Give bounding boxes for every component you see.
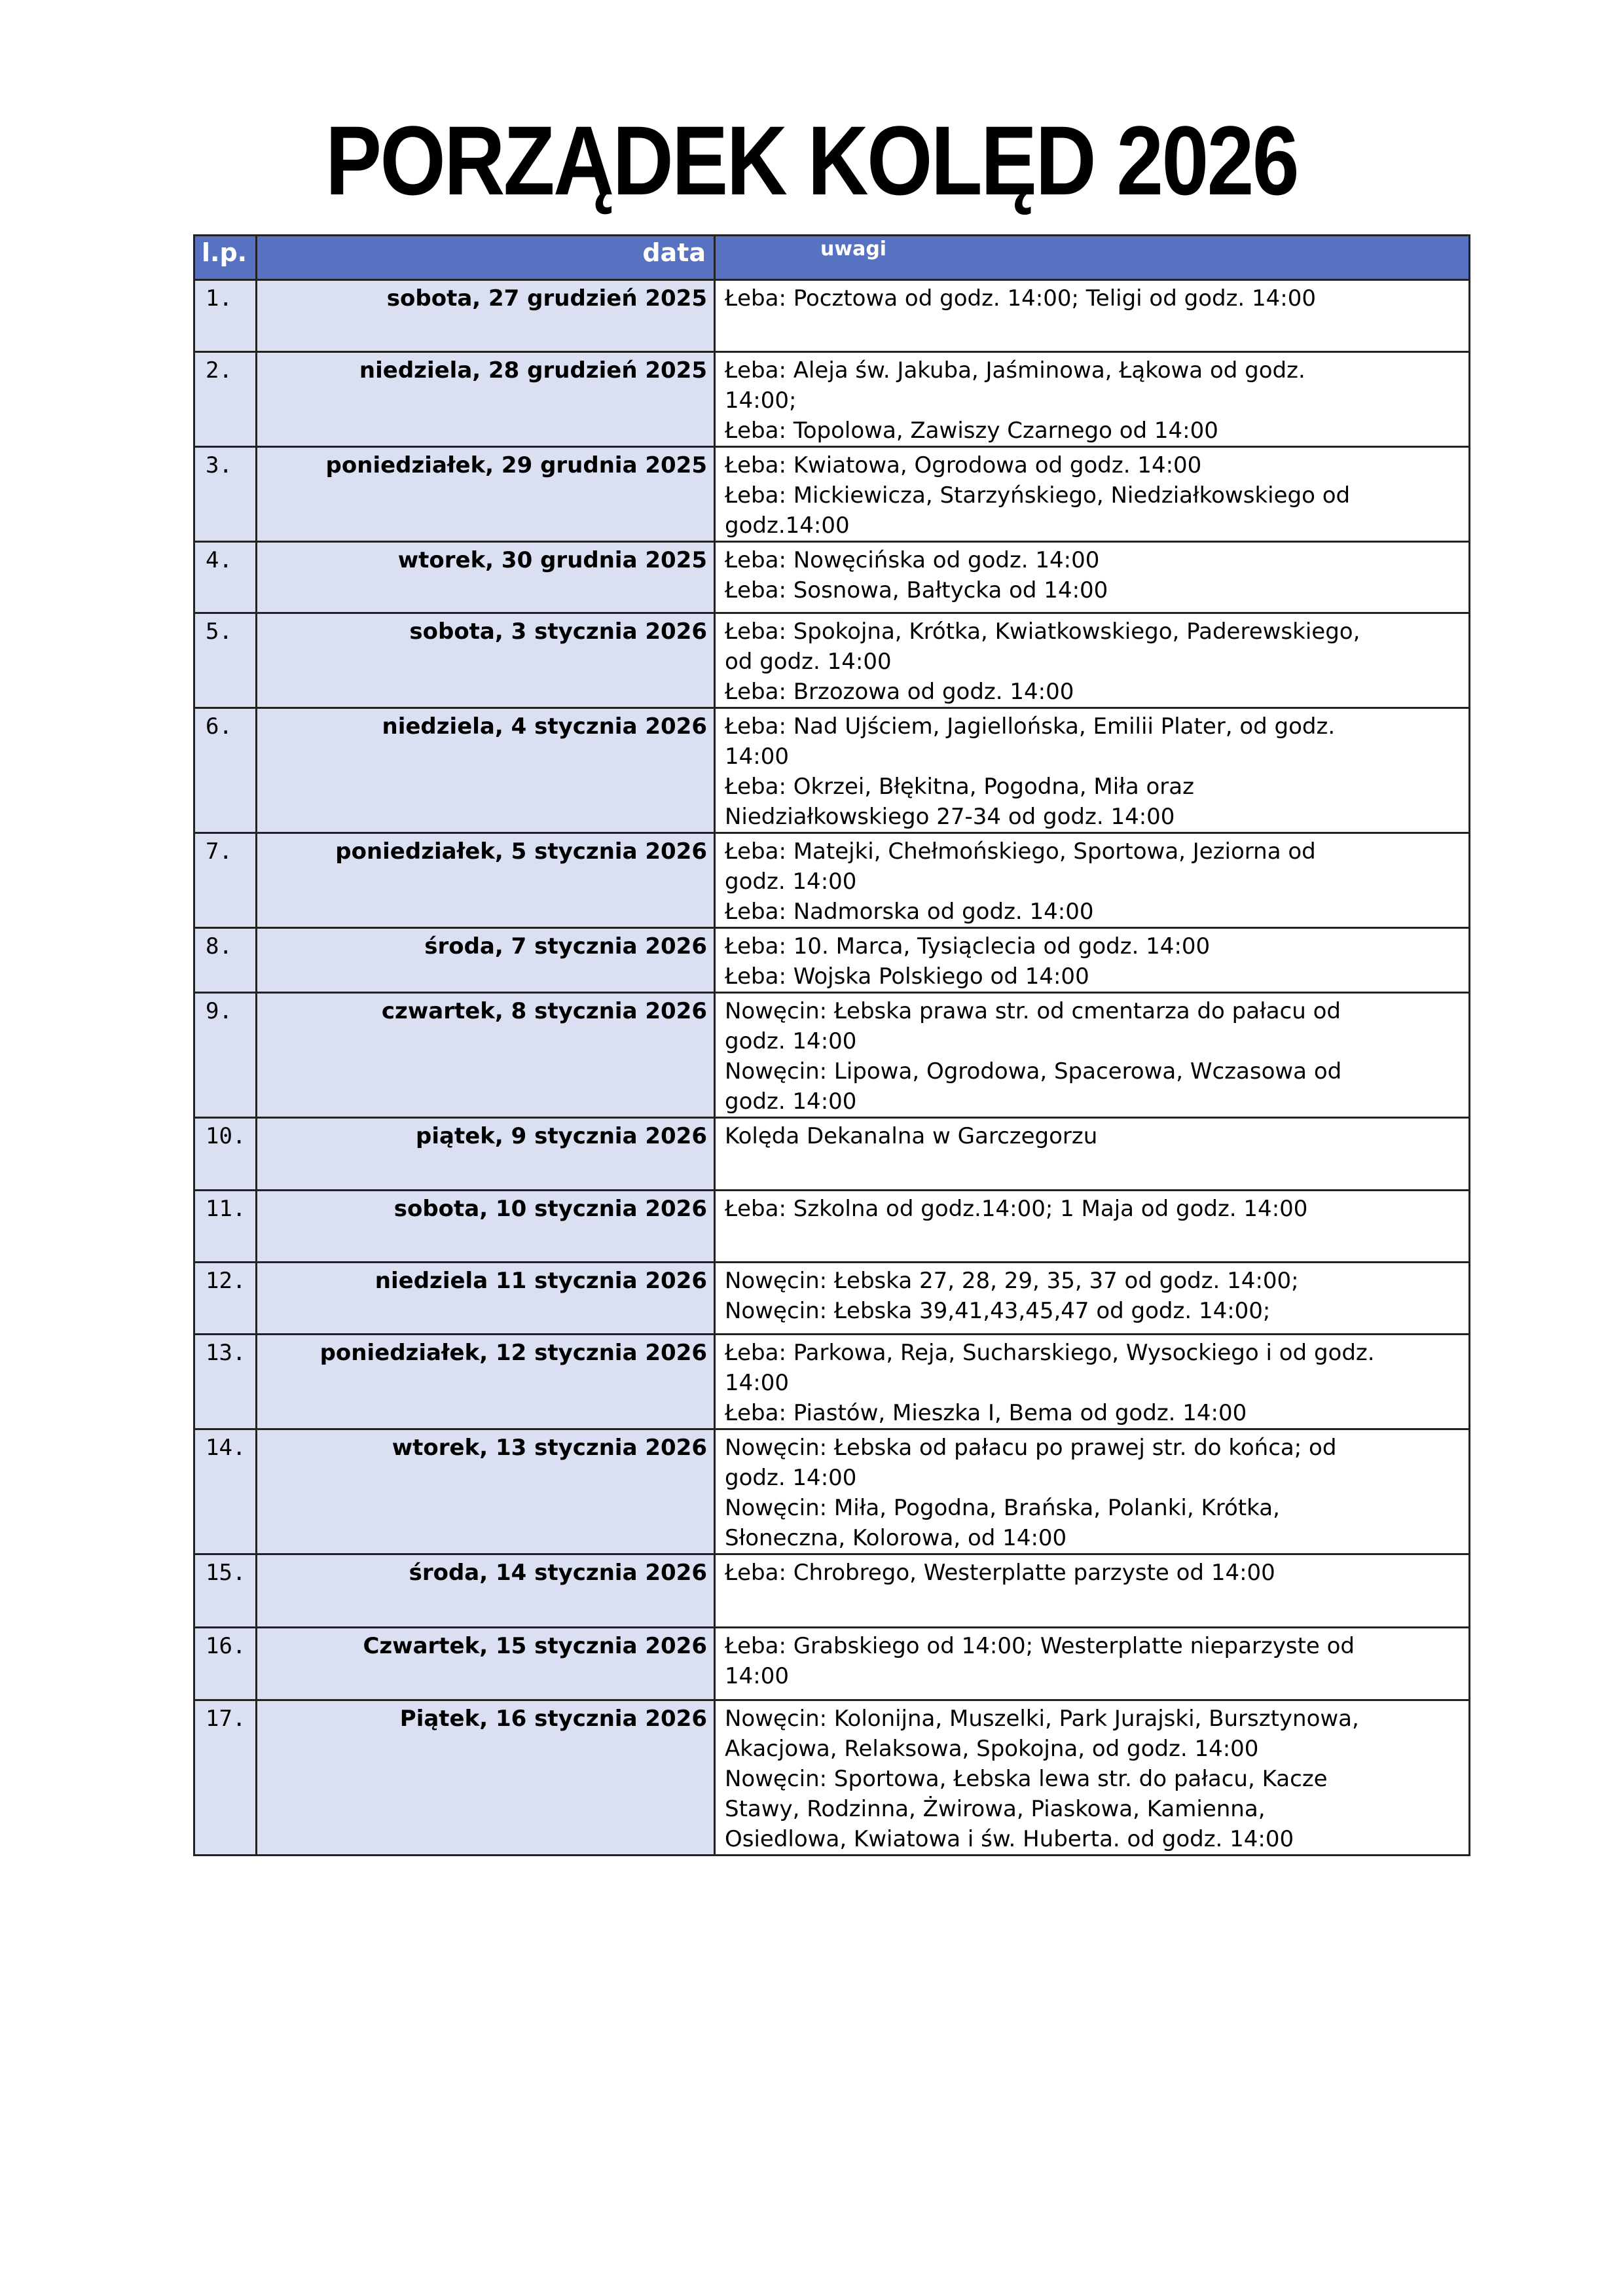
notes-line: Słoneczna, Kolorowa, od 14:00 [725, 1525, 1067, 1551]
row-notes [715, 280, 1470, 352]
row-number: 13. [194, 1335, 257, 1429]
table-row [194, 1118, 1470, 1191]
table-row [194, 352, 1470, 447]
row-notes [715, 1429, 1470, 1554]
notes-line: Łeba: Kwiatowa, Ogrodowa od godz. 14:00 [725, 452, 1202, 478]
schedule-table [193, 234, 1470, 1856]
notes-line: 14:00; [725, 387, 797, 414]
row-date: niedziela, 4 stycznia 2026 [257, 708, 715, 833]
notes-line: Nowęcin: Łebska prawa str. od cmentarza do pałacu od [725, 998, 1341, 1024]
row-number: 10. [194, 1118, 257, 1191]
row-number: 12. [194, 1263, 257, 1335]
column-header-lp: l.p. [194, 236, 257, 280]
row-number: 9. [194, 993, 257, 1118]
notes-line: Łeba: Piastów, Mieszka I, Bema od godz. 14:00 [725, 1400, 1247, 1426]
notes-line: godz. 14:00 [725, 869, 857, 895]
row-date: sobota, 3 stycznia 2026 [257, 613, 715, 708]
column-header-data: data [257, 236, 715, 280]
row-date: środa, 14 stycznia 2026 [257, 1554, 715, 1628]
notes-line: Łeba: Szkolna od godz.14:00; 1 Maja od godz. 14:00 [725, 1196, 1308, 1222]
row-notes [715, 1118, 1470, 1191]
notes-line: Łeba: Nadmorska od godz. 14:00 [725, 899, 1094, 925]
row-notes [715, 613, 1470, 708]
row-date: wtorek, 13 stycznia 2026 [257, 1429, 715, 1554]
row-notes [715, 542, 1470, 613]
row-notes [715, 928, 1470, 993]
row-date: sobota, 27 grudzień 2025 [257, 280, 715, 352]
column-header-uwagi: uwagi [715, 236, 1470, 280]
table-row [194, 1335, 1470, 1429]
notes-line: Łeba: Chrobrego, Westerplatte parzyste od 14:00 [725, 1560, 1275, 1586]
notes-line: Łeba: Wojska Polskiego od 14:00 [725, 963, 1089, 990]
notes-line: Nowęcin: Miła, Pogodna, Brańska, Polanki, Krótka, [725, 1495, 1280, 1521]
table-row [194, 447, 1470, 542]
row-date: sobota, 10 stycznia 2026 [257, 1191, 715, 1263]
row-notes [715, 1263, 1470, 1335]
notes-line: Akacjowa, Relaksowa, Spokojna, od godz. 14:00 [725, 1736, 1259, 1762]
row-date: poniedziałek, 12 stycznia 2026 [257, 1335, 715, 1429]
table-header-row [194, 236, 1470, 280]
notes-line: Łeba: Parkowa, Reja, Sucharskiego, Wysockiego i od godz. [725, 1340, 1375, 1366]
table-row [194, 1191, 1470, 1263]
notes-line: godz.14:00 [725, 512, 850, 539]
row-notes [715, 1191, 1470, 1263]
row-number: 14. [194, 1429, 257, 1554]
table-row [194, 613, 1470, 708]
row-notes [715, 352, 1470, 447]
row-notes [715, 993, 1470, 1118]
table-row [194, 708, 1470, 833]
notes-line: 14:00 [725, 744, 789, 770]
notes-line: godz. 14:00 [725, 1028, 857, 1054]
notes-line: Łeba: Aleja św. Jakuba, Jaśminowa, Łąkowa od godz. [725, 357, 1305, 384]
row-number: 2. [194, 352, 257, 447]
table-row [194, 1554, 1470, 1628]
notes-line: Łeba: Topolowa, Zawiszy Czarnego od 14:00 [725, 418, 1218, 444]
notes-line: 14:00 [725, 1370, 789, 1396]
notes-line: Łeba: Spokojna, Krótka, Kwiatkowskiego, Paderewskiego, [725, 619, 1360, 645]
row-number: 3. [194, 447, 257, 542]
notes-line: Łeba: Brzozowa od godz. 14:00 [725, 679, 1074, 705]
row-date: Piątek, 16 stycznia 2026 [257, 1700, 715, 1856]
row-date: czwartek, 8 stycznia 2026 [257, 993, 715, 1118]
row-number: 17. [194, 1700, 257, 1856]
row-date: niedziela, 28 grudzień 2025 [257, 352, 715, 447]
row-notes [715, 708, 1470, 833]
row-notes [715, 833, 1470, 928]
row-number: 5. [194, 613, 257, 708]
table-row [194, 1700, 1470, 1856]
notes-line: Nowęcin: Łebska 27, 28, 29, 35, 37 od godz. 14:00; [725, 1268, 1299, 1294]
notes-line: Nowęcin: Łebska od pałacu po prawej str. do końca; od [725, 1435, 1337, 1461]
table-row [194, 280, 1470, 352]
row-date: wtorek, 30 grudnia 2025 [257, 542, 715, 613]
notes-line: Kolęda Dekanalna w Garczegorzu [725, 1123, 1098, 1149]
row-notes [715, 1335, 1470, 1429]
table-row [194, 1429, 1470, 1554]
notes-line: Łeba: Matejki, Chełmońskiego, Sportowa, Jeziorna od [725, 838, 1316, 865]
notes-line: Osiedlowa, Kwiatowa i św. Huberta. od godz. 14:00 [725, 1826, 1294, 1852]
row-notes [715, 1700, 1470, 1856]
row-number: 4. [194, 542, 257, 613]
notes-line: 14:00 [725, 1663, 789, 1689]
notes-line: godz. 14:00 [725, 1088, 857, 1115]
table-row [194, 542, 1470, 613]
row-date: piątek, 9 stycznia 2026 [257, 1118, 715, 1191]
notes-line: Łeba: Sosnowa, Bałtycka od 14:00 [725, 577, 1108, 603]
row-date: Czwartek, 15 stycznia 2026 [257, 1628, 715, 1700]
row-notes [715, 1628, 1470, 1700]
page-title: PORZĄDEK KOLĘD 2026 [325, 105, 1298, 215]
row-number: 7. [194, 833, 257, 928]
notes-line: Łeba: Mickiewicza, Starzyńskiego, Niedziałkowskiego od [725, 482, 1351, 509]
table-row [194, 928, 1470, 993]
row-number: 15. [194, 1554, 257, 1628]
notes-line: Łeba: Okrzei, Błękitna, Pogodna, Miła oraz [725, 774, 1194, 800]
row-notes [715, 1554, 1470, 1628]
row-date: środa, 7 stycznia 2026 [257, 928, 715, 993]
notes-line: Łeba: Grabskiego od 14:00; Westerplatte nieparzyste od [725, 1633, 1355, 1659]
notes-line: Łeba: Pocztowa od godz. 14:00; Teligi od godz. 14:00 [725, 285, 1317, 312]
row-date: poniedziałek, 5 stycznia 2026 [257, 833, 715, 928]
notes-line: Nowęcin: Lipowa, Ogrodowa, Spacerowa, Wczasowa od [725, 1058, 1342, 1085]
notes-line: Niedziałkowskiego 27-34 od godz. 14:00 [725, 804, 1175, 830]
notes-line: od godz. 14:00 [725, 649, 892, 675]
notes-line: Łeba: 10. Marca, Tysiąclecia od godz. 14:00 [725, 933, 1211, 960]
notes-line: Łeba: Nowęcińska od godz. 14:00 [725, 547, 1100, 573]
row-number: 8. [194, 928, 257, 993]
table-row [194, 1263, 1470, 1335]
row-number: 16. [194, 1628, 257, 1700]
row-number: 11. [194, 1191, 257, 1263]
table-row [194, 993, 1470, 1118]
row-number: 1. [194, 280, 257, 352]
notes-line: Stawy, Rodzinna, Żwirowa, Piaskowa, Kamienna, [725, 1796, 1266, 1822]
table-row [194, 833, 1470, 928]
row-number: 6. [194, 708, 257, 833]
row-date: poniedziałek, 29 grudnia 2025 [257, 447, 715, 542]
notes-line: Nowęcin: Sportowa, Łebska lewa str. do pałacu, Kacze [725, 1766, 1328, 1792]
notes-line: godz. 14:00 [725, 1465, 857, 1491]
table-row [194, 1628, 1470, 1700]
notes-line: Łeba: Nad Ujściem, Jagiellońska, Emilii Plater, od godz. [725, 713, 1336, 740]
notes-line: Nowęcin: Łebska 39,41,43,45,47 od godz. 14:00; [725, 1298, 1271, 1324]
row-notes [715, 447, 1470, 542]
row-date: niedziela 11 stycznia 2026 [257, 1263, 715, 1335]
notes-line: Nowęcin: Kolonijna, Muszelki, Park Jurajski, Bursztynowa, [725, 1706, 1359, 1732]
